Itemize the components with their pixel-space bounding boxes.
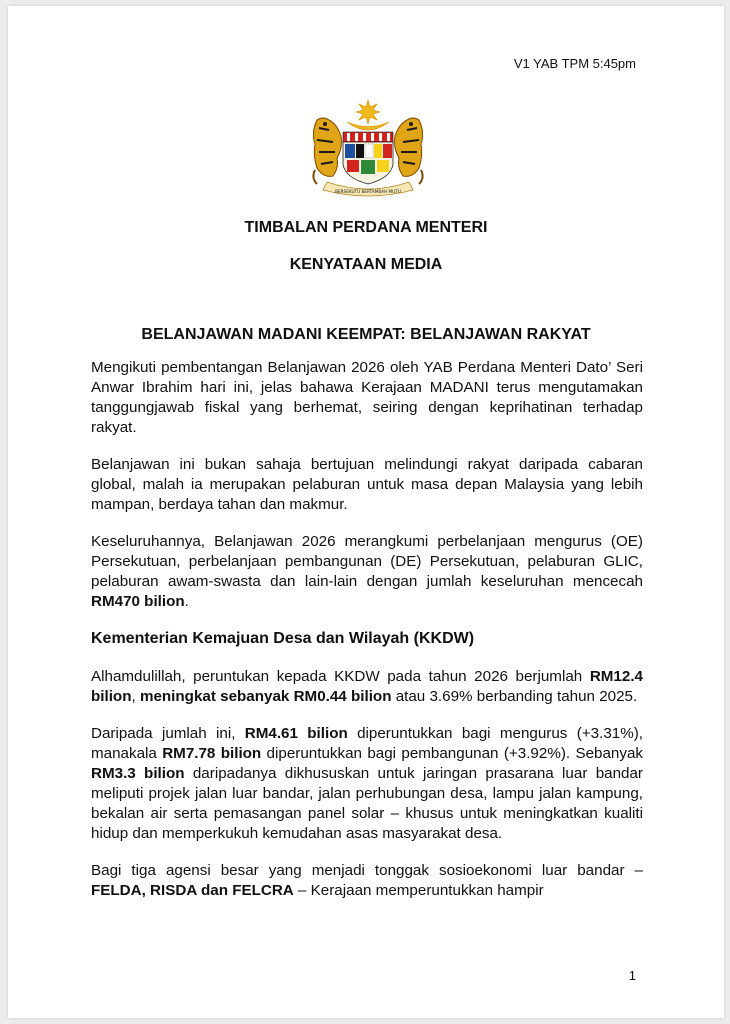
paragraph-1: Mengikuti pembentangan Belanjawan 2026 oleh YAB Perdana Menteri Dato’ Seri Anwar Ibrahim hari ini, jelas bahawa Kerajaan MADANI terus mengutamakan tanggungjawab fiskal yang berhemat, seiring dengan keprihatinan terhadap rakyat. [91,359,643,436]
svg-text:BERSEKUTU BERTAMBAH MUTU: BERSEKUTU BERTAMBAH MUTU [335,189,401,194]
version-note: V1 YAB TPM 5:45pm [513,56,636,71]
document-type: KENYATAAN MEDIA [289,256,443,273]
paragraph-3: Keseluruhannya, Belanjawan 2026 merangkumi perbelanjaan mengurus (OE) Persekutuan, perbelanjaan pembangunan (DE) Persekutuan, pelaburan GLIC, pelaburan awam-swasta dan lain-lain dengan jumlah keseluruhan mencecah RM470 bilion. [91,533,643,610]
kkdw-increase: meningkat sebanyak RM0.44 bilion [139,688,392,705]
opex-amount: RM4.61 bilion [244,725,348,742]
total-amount: RM470 bilion [91,593,185,610]
left-tiger-icon [313,118,341,184]
coat-of-arms-icon [303,98,433,202]
page-number: 1 [628,968,636,983]
devex-amount: RM7.78 bilion [162,745,262,762]
paragraph-2: Belanjawan ini bukan sahaja bertujuan melindungi rakyat daripada cabaran global, malah ia merupakan pelaburan untuk masa depan Malaysia yang lebih mampan, berdaya tahan dan makmur. [91,456,643,513]
document-body [91,358,643,918]
paragraph-5: Daripada jumlah ini, RM4.61 bilion diperuntukkan bagi mengurus (+3.31%), manakala RM7.78 bilion diperuntukkan bagi pembangunan (+3.92%). Sebanyak RM3.3 bilion daripadanya dikhususkan untuk jaringan prasarana luar bandar meliputi projek jalan luar bandar, jalan perhubungan desa, lampu jalan kampung, bekalan air serta pemasangan panel solar – khusus untuk meningkatkan kualiti hidup dan memperkukuh kemudahan asas masyarakat desa. [91,725,643,842]
kkdw-allocation: RM12.4 bilion [91,668,643,705]
infrastructure-amount: RM3.3 bilion [91,765,185,782]
agencies-list: FELDA, RISDA dan FELCRA [91,882,294,899]
office-title: TIMBALAN PERDANA MENTERI [244,219,488,236]
paragraph-4: Alhamdulillah, peruntukan kepada KKDW pada tahun 2026 berjumlah RM12.4 bilion, meningkat sebanyak RM0.44 bilion atau 3.69% berbanding tahun 2025. [91,668,643,705]
document-page [8,6,724,1018]
federal-star-icon [356,100,380,124]
section-heading-kkdw: Kementerian Kemajuan Desa dan Wilayah (KKDW) [91,630,475,647]
shield-icon [343,132,393,184]
headline: BELANJAWAN MADANI KEEMPAT: BELANJAWAN RAKYAT [141,326,591,343]
right-tiger-icon [395,118,423,184]
paragraph-6: Bagi tiga agensi besar yang menjadi tonggak sosioekonomi luar bandar – FELDA, RISDA dan FELCRA – Kerajaan memperuntukkan hampir [91,862,643,899]
